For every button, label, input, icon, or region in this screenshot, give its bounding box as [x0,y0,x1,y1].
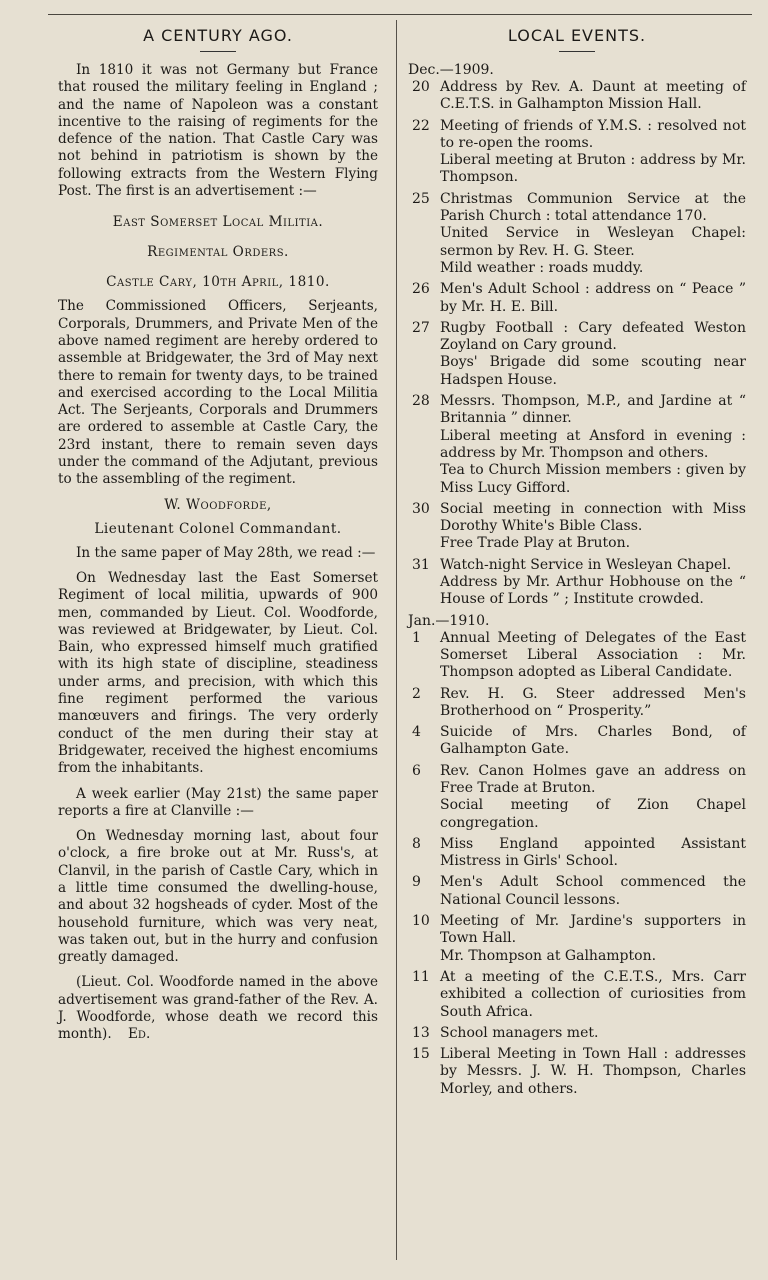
intro-paragraph: In 1810 it was not Germany but France that roused the military feeling in England ; and the name of Napoleon was a constant incentive to the raising of regiments for the defence of the nation. That Castle Cary was not behind in patriotism is shown by the following extracts from the Western Flying Post. The first is an advertisement :— [58,62,378,200]
event-entry [408,913,746,965]
event-text: Mr. Thompson at Galhampton. [440,947,657,964]
page-top-rule [48,14,752,15]
event-text: Rev. H. G. Steer addressed Men's Brotherhood on “ Prosperity.” [440,685,746,719]
local-events-column [408,24,746,1102]
orders-paragraph: The Commissioned Officers, Serjeants, Corporals, Drummers, and Private Men of the above named regiment are hereby ordered to assemble at Bridgewater, the 3rd of May next there to remain for twenty days, to be trained and exercised according to the Local Militia Act. The Serjeants, Corporals and Drummers are ordered to assemble at Castle Cary, the 23rd instant, there to remain seven days under the command of the Adjutant, previous to the assembling of the regiment. [58,298,378,488]
event-text: Christmas Communion Service at the Parish Church : total attendance 170. [440,190,746,225]
event-text: Social meeting in connection with Miss Dorothy White's Bible Class. [440,500,746,535]
event-entry [408,969,746,1021]
event-entry [408,724,746,759]
event-entry [408,630,746,682]
event-entry [408,118,746,187]
event-text: Tea to Church Mission members : given by Miss Lucy Gifford. [440,462,746,496]
event-day: 22 [412,117,430,134]
event-text: Annual Meeting of Delegates of the East Somerset Liberal Association : Mr. Thompson adopted as Liberal Candidate. [440,629,746,681]
jan-events-list [408,630,746,1102]
event-lines [440,393,746,497]
event-lines [440,79,746,114]
event-entry [408,557,746,609]
event-lines [440,191,746,277]
event-day: 11 [412,968,430,985]
event-lines [440,1046,746,1098]
event-text: Mild weather : roads muddy. [440,259,644,276]
event-day: 15 [412,1046,430,1063]
month-heading-jan: Jan.—1910. [408,612,490,629]
century-ago-column [58,24,378,1044]
event-day: 13 [412,1024,430,1041]
event-text: At a meeting of the C.E.T.S., Mrs. Carr exhibited a collection of curiosities from South Africa. [440,968,746,1020]
event-entry [408,281,746,316]
event-lines [440,630,746,682]
title-underline [200,51,236,52]
event-text: Watch-night Service in Wesleyan Chapel. [440,556,732,573]
event-day: 25 [412,190,430,207]
event-text: Rev. Canon Holmes gave an address on Free Trade at Bruton. [440,762,746,796]
event-entry [408,79,746,114]
event-lines [440,281,746,316]
event-day: 4 [412,724,421,741]
event-day: 8 [412,835,421,852]
event-entry [408,320,746,389]
event-text: Address by Rev. A. Daunt at meeting of C.E.T.S. in Galhampton Mission Hall. [440,79,746,113]
event-entry [408,686,746,721]
event-text: School managers met. [440,1024,599,1041]
event-lines [440,874,746,909]
event-day: 2 [412,685,421,702]
event-day: 6 [412,762,421,779]
fire-paragraph: On Wednesday morning last, about four o'clock, a fire broke out at Mr. Russ's, at Clanvil, in the parish of Castle Cary, which in a little time consumed the dwelling-house, and about 32 hogsheads of cyder. Most of the household furniture, which was very neat, was taken out, but in the hurry and confusion greatly damaged. [58,828,378,966]
event-entry [408,501,746,553]
editor-note [58,974,378,1043]
event-text: Meeting of Mr. Jardine's supporters in Town Hall. [440,913,746,947]
column-divider [396,20,397,1260]
editor-sign: Ed. [128,1026,151,1043]
event-text: Men's Adult School : address on “ Peace ” by Mr. H. E. Bill. [440,281,746,315]
title-underline [559,51,595,52]
local-events-title: LOCAL EVENTS. [507,26,647,45]
event-text: Free Trade Play at Bruton. [440,535,631,552]
event-text: Rugby Football : Cary defeated Weston Zoyland on Cary ground. [440,319,746,354]
event-text: Liberal Meeting in Town Hall : addresses by Messrs. J. W. H. Thompson, Charles Morley, and others. [440,1046,746,1097]
event-entry [408,763,746,832]
event-text: Messrs. Thompson, M.P., and Jardine at “ Britannia ” dinner. [440,393,746,427]
event-day: 1 [412,629,421,646]
event-text: Meeting of friends of Y.M.S. : resolved not to re-open the rooms. [440,117,746,151]
event-entry [408,1025,746,1042]
event-lines [440,836,746,871]
event-lines [440,763,746,832]
event-text: Address by Mr. Arthur Hobhouse on the “ House of Lords ” ; Institute crowded. [440,574,746,608]
event-lines [440,557,746,609]
event-entry [408,874,746,909]
event-day: 20 [412,79,430,95]
event-day: 28 [412,393,430,410]
dec-events-list [408,79,746,613]
event-text: Liberal meeting at Bruton : address by Mr. Thompson. [440,152,746,186]
editor-note-text: (Lieut. Col. Woodforde named in the above advertisement was grand-father of the Rev. A. J. Woodforde, whose death we record this month). [58,974,378,1043]
event-day: 31 [412,556,430,573]
event-day: 26 [412,281,430,298]
event-text: Miss England appointed Assistant Mistress in Girls' School. [440,835,746,870]
event-text: Social meeting of Zion Chapel congregation. [440,797,746,831]
may21-intro: A week earlier (May 21st) the same paper reports a fire at Clanville :— [58,785,378,819]
event-text: United Service in Wesleyan Chapel: sermon by Rev. H. G. Steer. [440,225,746,259]
dateline: Castle Cary, 10th April, 1810. [106,274,330,291]
event-text: Suicide of Mrs. Charles Bond, of Galhampton Gate. [440,724,746,758]
event-lines [440,1025,746,1042]
signature-name: W. Woodforde, [164,496,272,513]
event-entry [408,191,746,277]
month-heading-dec: Dec.—1909. [408,62,494,78]
orders-heading: Regimental Orders. [147,244,289,261]
event-entry [408,1046,746,1098]
event-entry [408,393,746,497]
event-day: 10 [412,913,430,930]
event-day: 30 [412,500,430,517]
event-lines [440,320,746,389]
event-lines [440,686,746,721]
century-ago-title: A CENTURY AGO. [143,26,293,45]
event-day: 9 [412,874,421,891]
event-text: Boys' Brigade did some scouting near Hadspen House. [440,354,746,388]
event-lines [440,969,746,1021]
event-lines [440,118,746,187]
event-text: Men's Adult School commenced the National Council lessons. [440,874,746,908]
event-entry [408,836,746,871]
event-lines [440,913,746,965]
may28-intro: In the same paper of May 28th, we read :— [76,544,376,561]
event-day: 27 [412,319,430,336]
review-paragraph: On Wednesday last the East Somerset Regiment of local militia, upwards of 900 men, commanded by Lieut. Col. Woodforde, was reviewed at Bridgewater, by Lieut. Col. Bain, who expressed himself much gratified with its high state of discipline, steadiness under arms, and precision, with which this fine regiment performed the various manœuvers and firings. The very orderly conduct of the men during their stay at Bridgewater, received the highest encomiums from the inhabitants. [58,569,378,777]
militia-heading: East Somerset Local Militia. [112,214,324,231]
signature-title: Lieutenant Colonel Commandant. [94,520,342,537]
event-lines [440,724,746,759]
event-text: Liberal meeting at Ansford in evening : address by Mr. Thompson and others. [440,427,746,461]
event-lines [440,501,746,553]
